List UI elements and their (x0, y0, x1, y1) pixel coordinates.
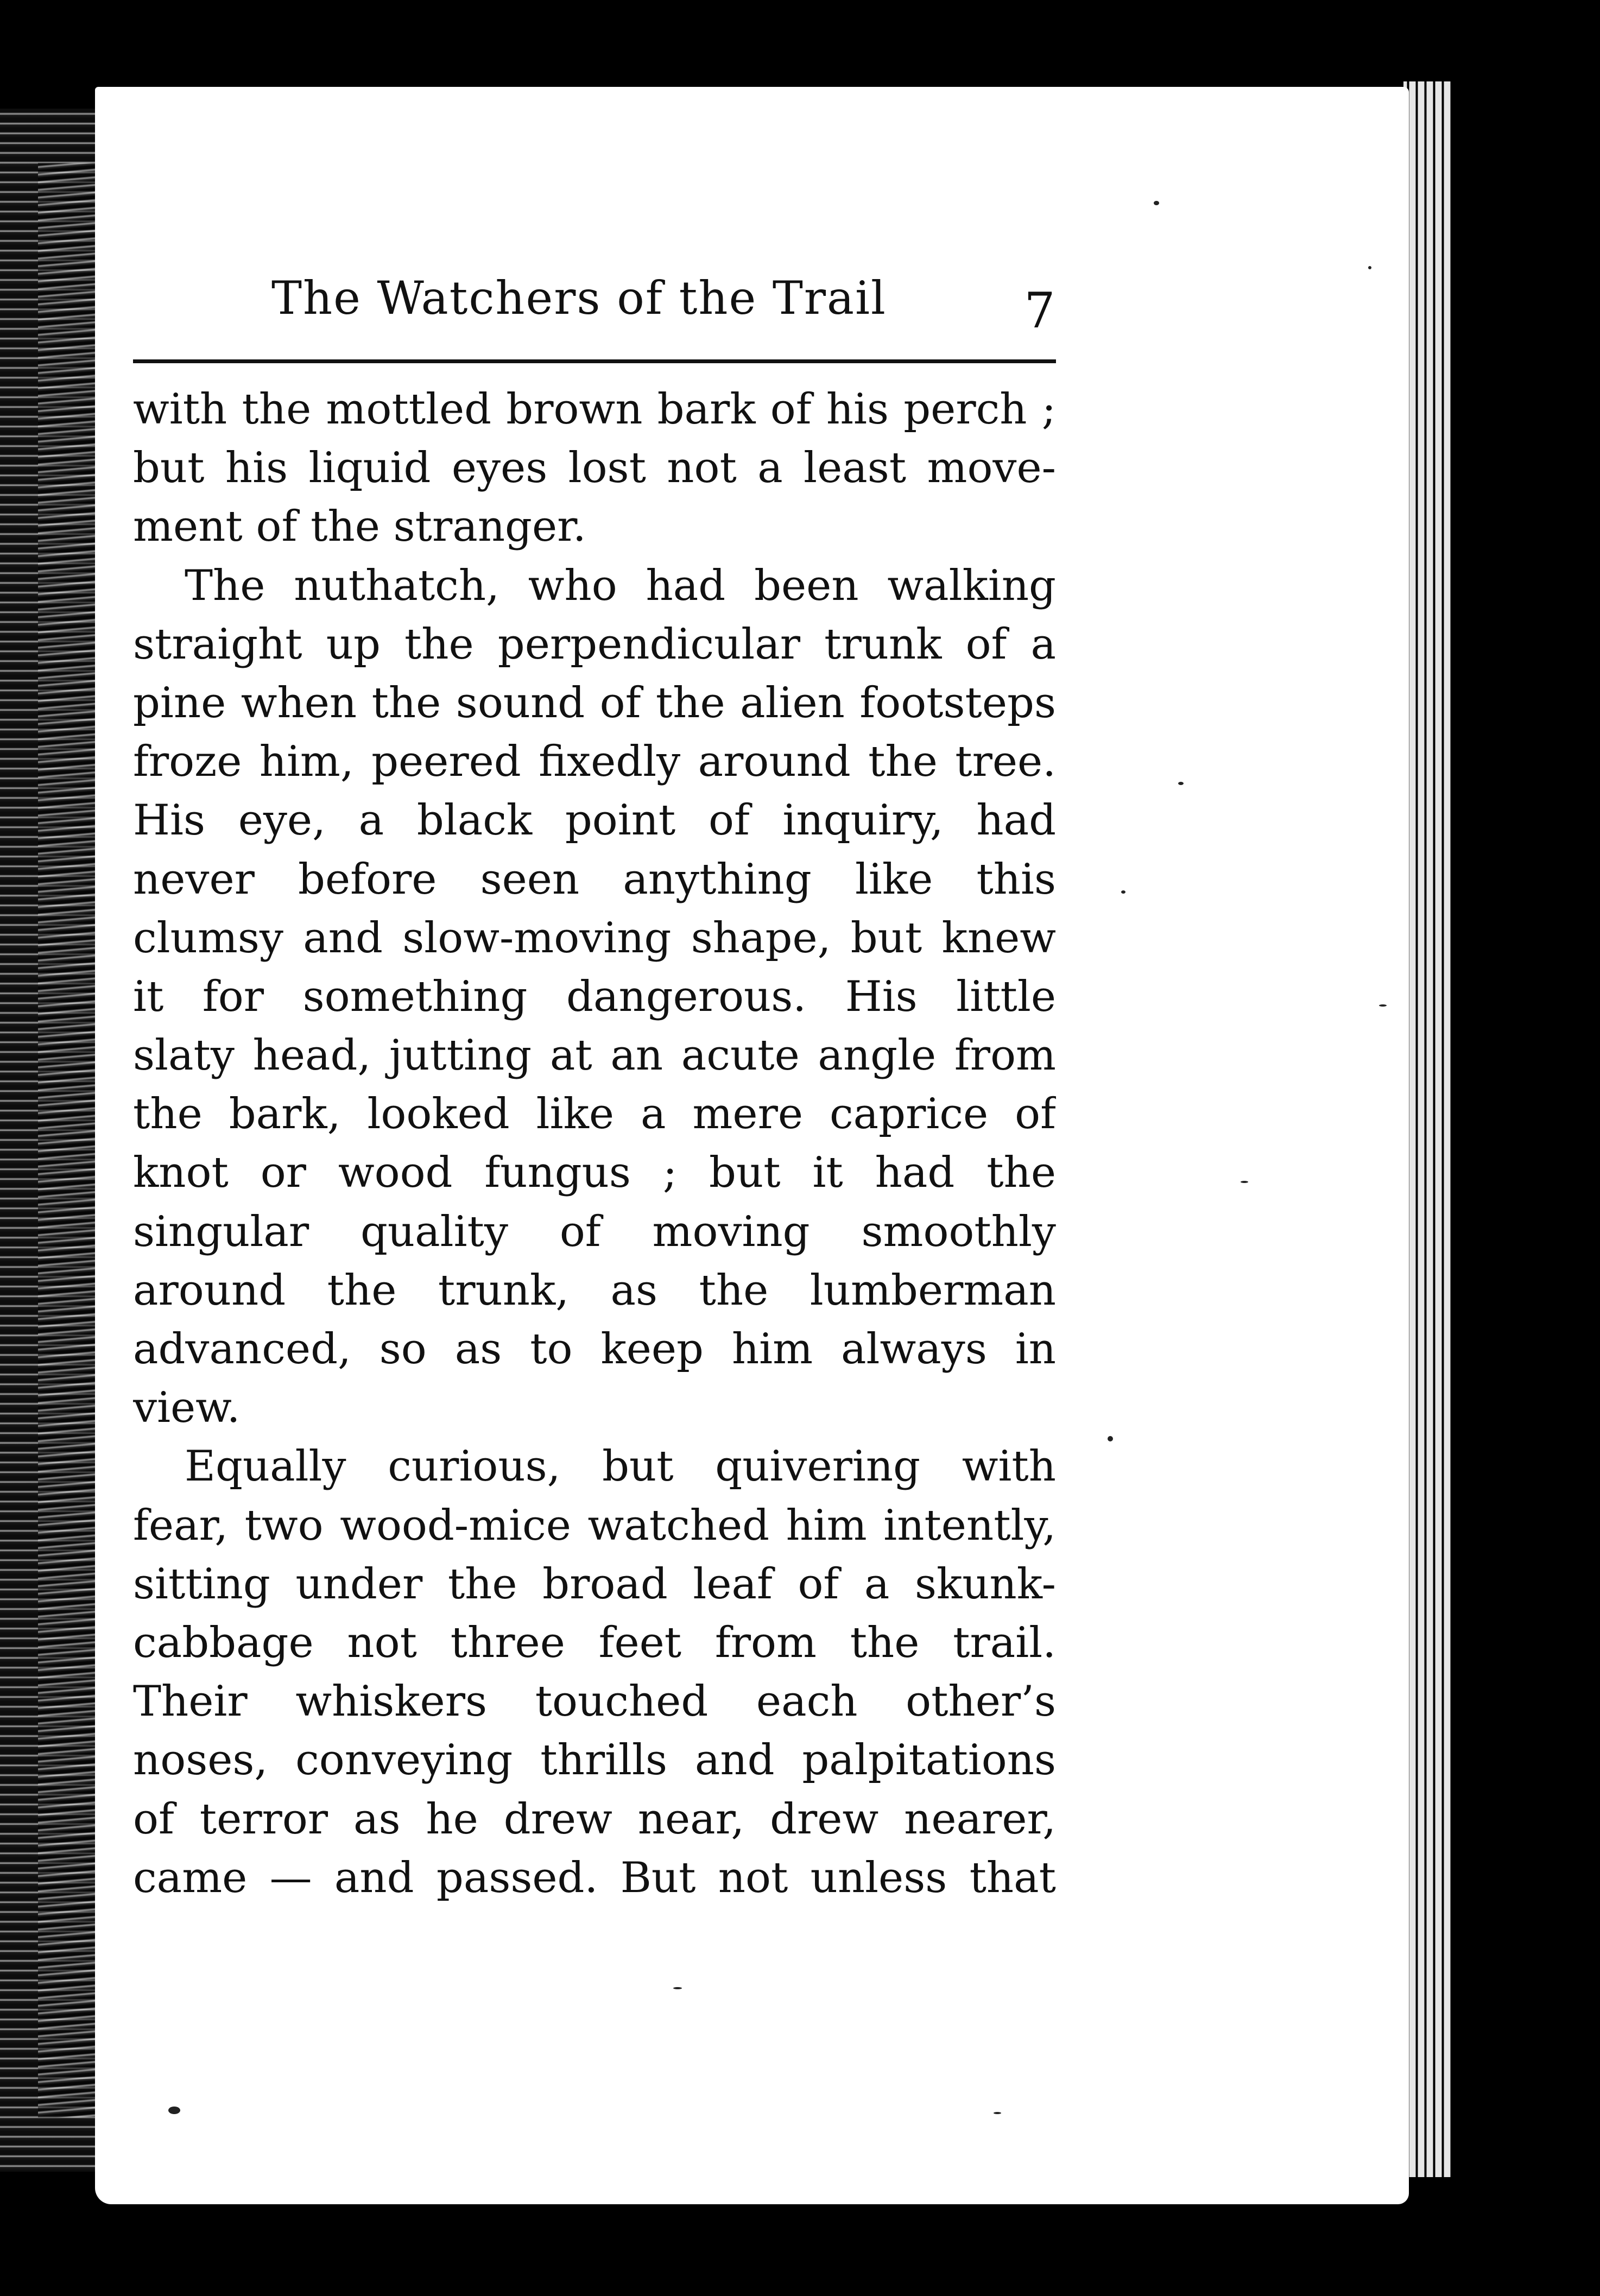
text-line: Their whiskers touched each other’s (133, 1677, 1056, 1726)
text-line: sitting under the broad leaf of a skunk- (133, 1559, 1056, 1609)
text-line: cabbage not three feet from the trail. (133, 1618, 1056, 1667)
text-line: around the trunk, as the lumberman (133, 1266, 1056, 1315)
text-line: straight up the perpendicular trunk of a (133, 619, 1056, 669)
text-line: clumsy and slow-moving shape, but knew (133, 913, 1056, 963)
text-line: knot or wood fungus ; but it had the (133, 1148, 1056, 1198)
text-line: view. (133, 1383, 241, 1433)
header-rule (133, 359, 1056, 363)
text-line: of terror as he drew near, drew nearer, (133, 1794, 1056, 1844)
text-line: His eye, a black point of inquiry, had (133, 796, 1056, 845)
body-text (133, 380, 1056, 1907)
dust-speck (1379, 1004, 1387, 1007)
text-line: never before seen anything like this (133, 855, 1056, 904)
text-line: but his liquid eyes lost not a least move- (133, 444, 1056, 493)
text-line: the bark, looked like a mere caprice of (133, 1090, 1056, 1139)
dust-speck (1178, 782, 1184, 785)
book-binding-shadow (38, 163, 98, 2117)
page-stack-edge (1403, 81, 1452, 2177)
dust-speck (673, 1987, 682, 1989)
text-line: pine when the sound of the alien footsteps (133, 678, 1056, 728)
text-line: noses, conveying thrills and palpitations (133, 1736, 1056, 1785)
dust-speck (1108, 1436, 1113, 1441)
dust-speck (1154, 201, 1159, 205)
text-line: froze him, peered fixedly around the tree. (133, 737, 1056, 787)
text-line: ment of the stranger. (133, 502, 586, 552)
text-line: advanced, so as to keep him always in (133, 1325, 1056, 1374)
running-head: The Watchers of the Trail (271, 271, 887, 325)
page-number: 7 (1024, 282, 1055, 339)
text-line: it for something dangerous. His little (133, 972, 1056, 1021)
dust-speck (1241, 1181, 1248, 1183)
text-line: Equally curious, but quivering with (185, 1442, 1056, 1491)
text-line: The nuthatch, who had been walking (185, 561, 1056, 610)
text-line: slaty head, jutting at an acute angle from (133, 1031, 1056, 1080)
text-line: fear, two wood-mice watched him intently, (133, 1501, 1056, 1550)
dust-speck (1368, 266, 1371, 269)
dust-speck (994, 2112, 1001, 2114)
text-line: singular quality of moving smoothly (133, 1207, 1056, 1256)
text-line: with the mottled brown bark of his perch ; (133, 385, 1056, 434)
dust-speck (1121, 890, 1125, 894)
dust-speck (168, 2107, 180, 2114)
text-line: came — and passed. But not unless that (133, 1853, 1056, 1902)
